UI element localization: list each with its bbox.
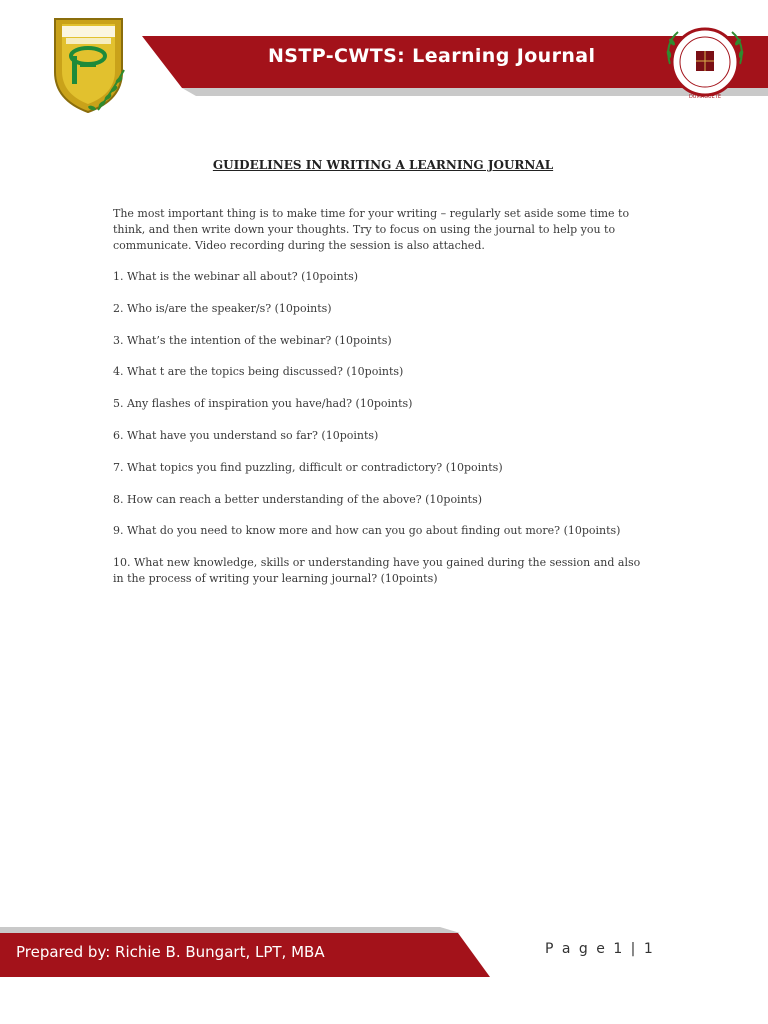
svg-text:DUMAGUETE: DUMAGUETE (688, 94, 722, 100)
intro-paragraph: The most important thing is to make time for your writing – regularly set aside some time to think, and then write down your thoughts. Try to focus on using the journal to help you to communicate. Video recording during the session is also attached. (113, 207, 630, 252)
question-list (113, 269, 653, 587)
page-header (0, 0, 768, 130)
foundation-university-seal (660, 24, 750, 108)
list-item: 8. How can reach a better understanding of the above? (10points) (113, 492, 483, 506)
list-item: 9. What do you need to know more and how can you go about finding out more? (10points) (113, 524, 621, 538)
list-item: 7. What topics you find puzzling, difficult or contradictory? (10points) (113, 460, 503, 474)
list-item: 10. What new knowledge, skills or understanding have you gained during the session and also in the process of writing your learning journal? (10points) (113, 556, 641, 586)
page-number: P a g e 1 | 1 (545, 941, 655, 957)
page-footer (0, 915, 768, 1015)
header-title: NSTP-CWTS: Learning Journal (268, 45, 596, 67)
document-title: GUIDELINES IN WRITING A LEARNING JOURNAL (212, 158, 554, 172)
prepared-by: Prepared by: Richie B. Bungart, LPT, MBA (16, 943, 325, 961)
list-item: 1. What is the webinar all about? (10points) (113, 270, 359, 283)
footer-band (0, 915, 768, 1015)
list-item: 6. What have you understand so far? (10points) (113, 428, 379, 442)
list-item: 5. Any flashes of inspiration you have/had? (10points) (113, 397, 413, 411)
document-body (113, 150, 653, 603)
list-item: 2. Who is/are the speaker/s? (10points) (113, 301, 332, 315)
college-shield-logo (50, 14, 132, 122)
list-item: 4. What t are the topics being discussed? (10points) (113, 365, 404, 379)
list-item: 3. What’s the intention of the webinar? (10points) (113, 333, 392, 347)
